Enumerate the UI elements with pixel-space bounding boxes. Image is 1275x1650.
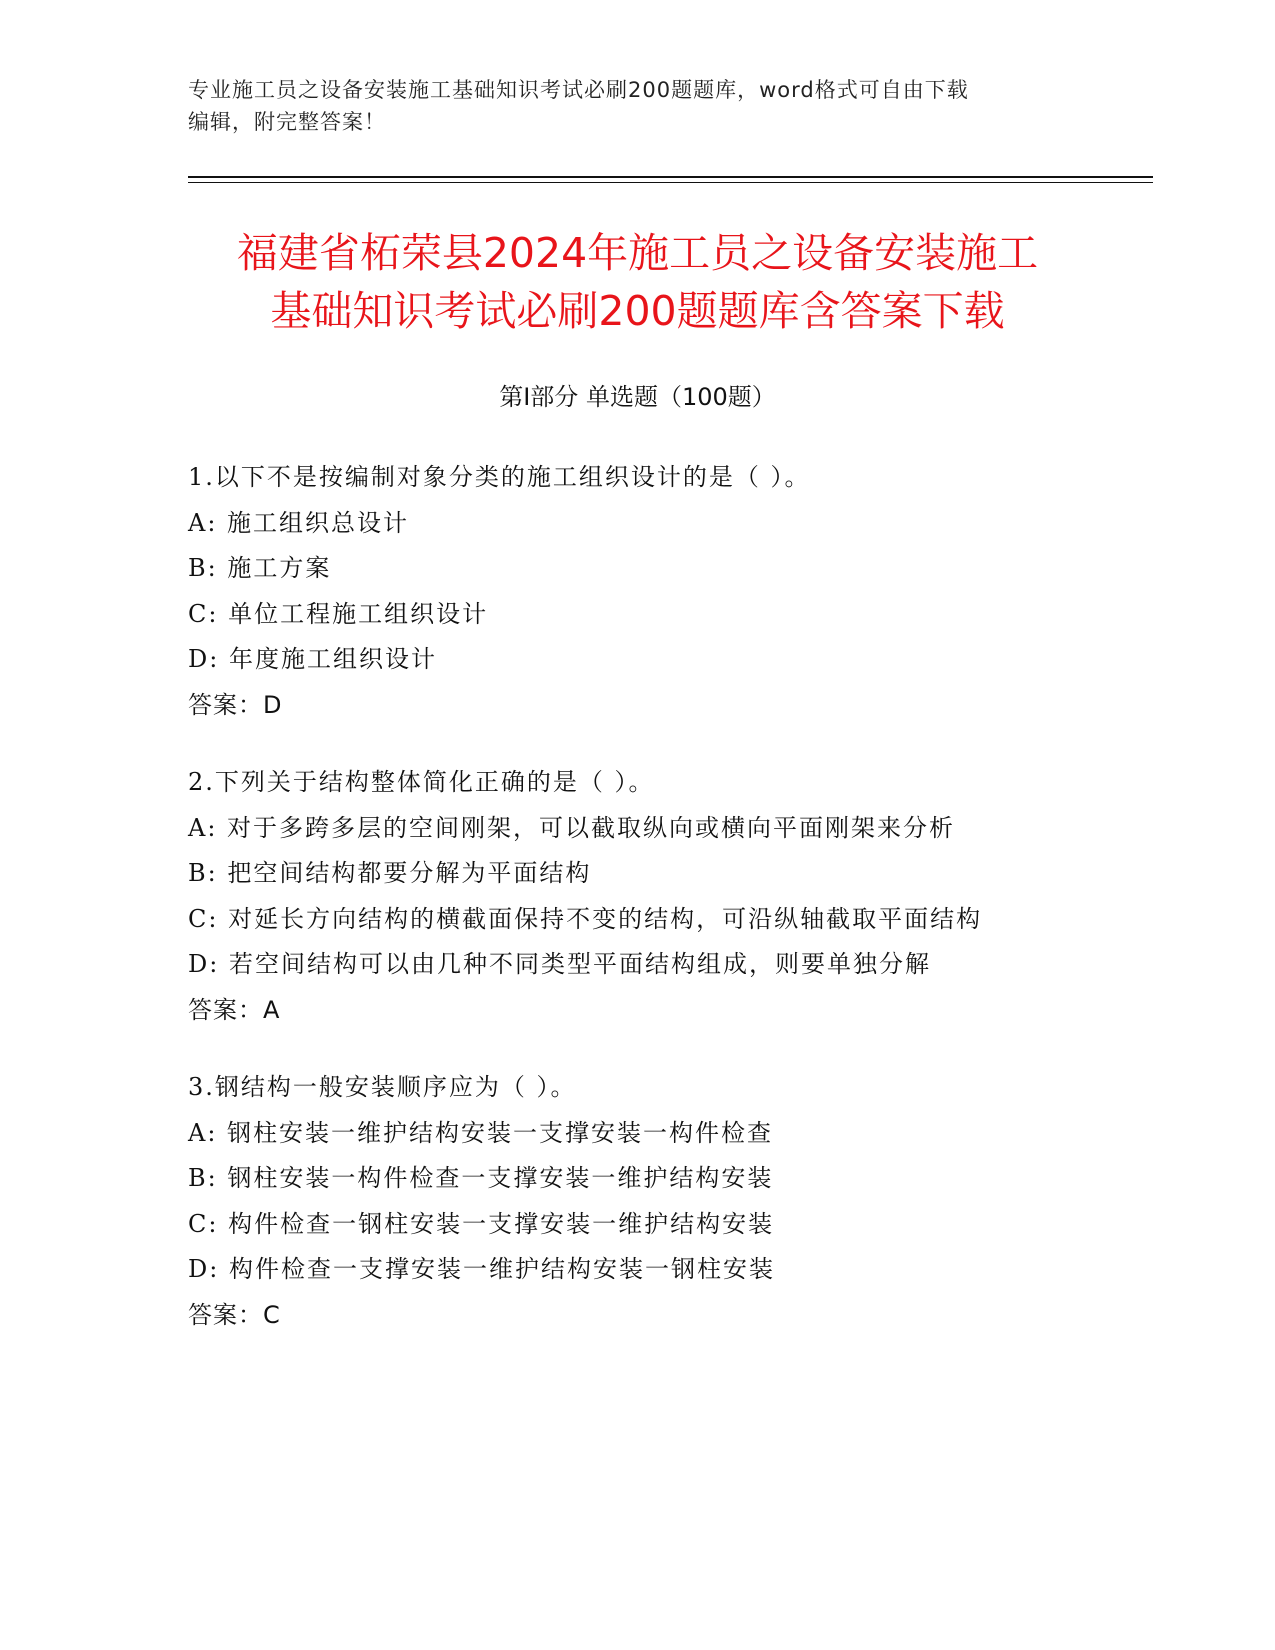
answer-label: 答案：C xyxy=(188,1300,281,1329)
question-stem: 3.钢结构一般安装顺序应为（ ）。 xyxy=(188,1073,577,1101)
section-heading: 第Ⅰ部分 单选题（100题） xyxy=(499,383,776,411)
header-divider xyxy=(188,176,1153,178)
question-block xyxy=(188,455,1188,728)
question-stem: 1.以下不是按编制对象分类的施工组织设计的是（ ）。 xyxy=(188,463,811,491)
option-c: C: 单位工程施工组织设计 xyxy=(188,599,489,628)
option-c: C: 构件检查一钢柱安装一支撑安装一维护结构安装 xyxy=(188,1209,775,1238)
header-note-line: 专业施工员之设备安装施工基础知识考试必刷200题题库，word格式可自由下载 xyxy=(188,78,969,102)
answer-label: 答案：A xyxy=(188,995,281,1024)
option-d: D: 年度施工组织设计 xyxy=(188,645,437,673)
option-a: A: 钢柱安装一维护结构安装一支撑安装一构件检查 xyxy=(188,1118,774,1147)
option-a: A: 施工组织总设计 xyxy=(188,508,410,537)
document-title xyxy=(120,224,1155,340)
option-d: D: 若空间结构可以由几种不同类型平面结构组成，则要单独分解 xyxy=(188,950,931,978)
title-line: 福建省柘荣县2024年施工员之设备安装施工 xyxy=(236,229,1039,277)
title-line: 基础知识考试必刷200题题库含答案下载 xyxy=(270,287,1005,335)
answer-label: 答案：D xyxy=(188,690,283,719)
option-b: B: 钢柱安装一构件检查一支撑安装一维护结构安装 xyxy=(188,1164,774,1192)
option-a: A: 对于多跨多层的空间刚架，可以截取纵向或横向平面刚架来分析 xyxy=(188,813,956,842)
question-block xyxy=(188,760,1188,1033)
question-stem: 2.下列关于结构整体简化正确的是（ ）。 xyxy=(188,768,655,796)
option-b: B: 施工方案 xyxy=(188,554,332,582)
header-divider xyxy=(188,182,1153,183)
header-note-line: 编辑，附完整答案！ xyxy=(188,110,386,134)
question-block xyxy=(188,1065,1188,1338)
option-b: B: 把空间结构都要分解为平面结构 xyxy=(188,859,592,887)
option-d: D: 构件检查一支撑安装一维护结构安装一钢柱安装 xyxy=(188,1255,775,1283)
header-note xyxy=(188,74,1088,138)
option-c: C: 对延长方向结构的横截面保持不变的结构，可沿纵轴截取平面结构 xyxy=(188,904,983,933)
